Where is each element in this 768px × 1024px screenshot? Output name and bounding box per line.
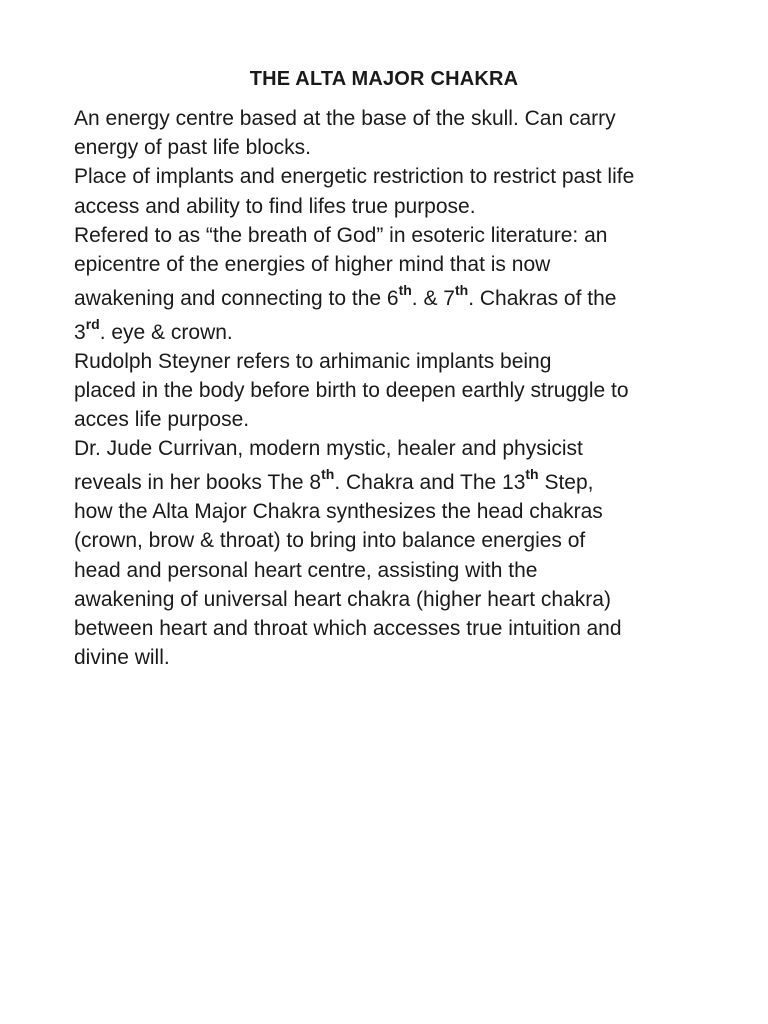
text-line-13 xyxy=(74,463,734,497)
text-segment: Step, xyxy=(538,471,594,495)
text-line-8 xyxy=(74,313,734,347)
text-line-4: access and ability to find lifes true purpose. xyxy=(74,194,476,218)
text-line-3: Place of implants and energetic restriction to restrict past life xyxy=(74,165,635,189)
text-segment: . Chakras of the xyxy=(468,287,617,311)
text-line-11: acces life purpose. xyxy=(74,408,250,432)
text-line-5: Refered to as “the breath of God” in esoteric literature: an xyxy=(74,223,608,247)
page-title: THE ALTA MAJOR CHAKRA xyxy=(249,68,519,90)
text-line-17: awakening of universal heart chakra (higher heart chakra) xyxy=(74,587,611,611)
superscript: th xyxy=(525,466,539,483)
text-line-6: epicentre of the energies of higher mind that is now xyxy=(74,252,551,276)
superscript: th xyxy=(321,466,335,483)
body-text xyxy=(74,104,734,672)
text-segment: . eye & crown. xyxy=(99,320,233,344)
text-line-1: An energy centre based at the base of the skull. Can carry xyxy=(74,107,616,130)
text-line-14: how the Alta Major Chakra synthesizes the head chakras xyxy=(74,500,603,524)
text-segment: . Chakra and The 13 xyxy=(334,471,526,495)
superscript: th xyxy=(398,282,412,299)
text-segment: awakening and connecting to the 6 xyxy=(74,287,399,311)
text-line-2: energy of past life blocks. xyxy=(74,136,311,160)
text-line-16: head and personal heart centre, assisting with the xyxy=(74,558,538,582)
superscript: rd xyxy=(85,315,100,332)
text-line-19: divine will. xyxy=(74,646,170,670)
superscript: th xyxy=(455,282,469,299)
text-segment: . & 7 xyxy=(411,287,455,311)
text-line-12: Dr. Jude Currivan, modern mystic, healer and physicist xyxy=(74,437,583,461)
text-line-15: (crown, brow & throat) to bring into balance energies of xyxy=(74,529,586,553)
text-segment: 3 xyxy=(74,320,86,344)
text-line-9: Rudolph Steyner refers to arhimanic implants being xyxy=(74,349,552,373)
text-line-10: placed in the body before birth to deepen earthly struggle to xyxy=(74,378,629,402)
text-line-18: between heart and throat which accesses true intuition and xyxy=(74,617,622,641)
text-line-7 xyxy=(74,279,734,313)
text-segment: reveals in her books The 8 xyxy=(74,471,322,495)
